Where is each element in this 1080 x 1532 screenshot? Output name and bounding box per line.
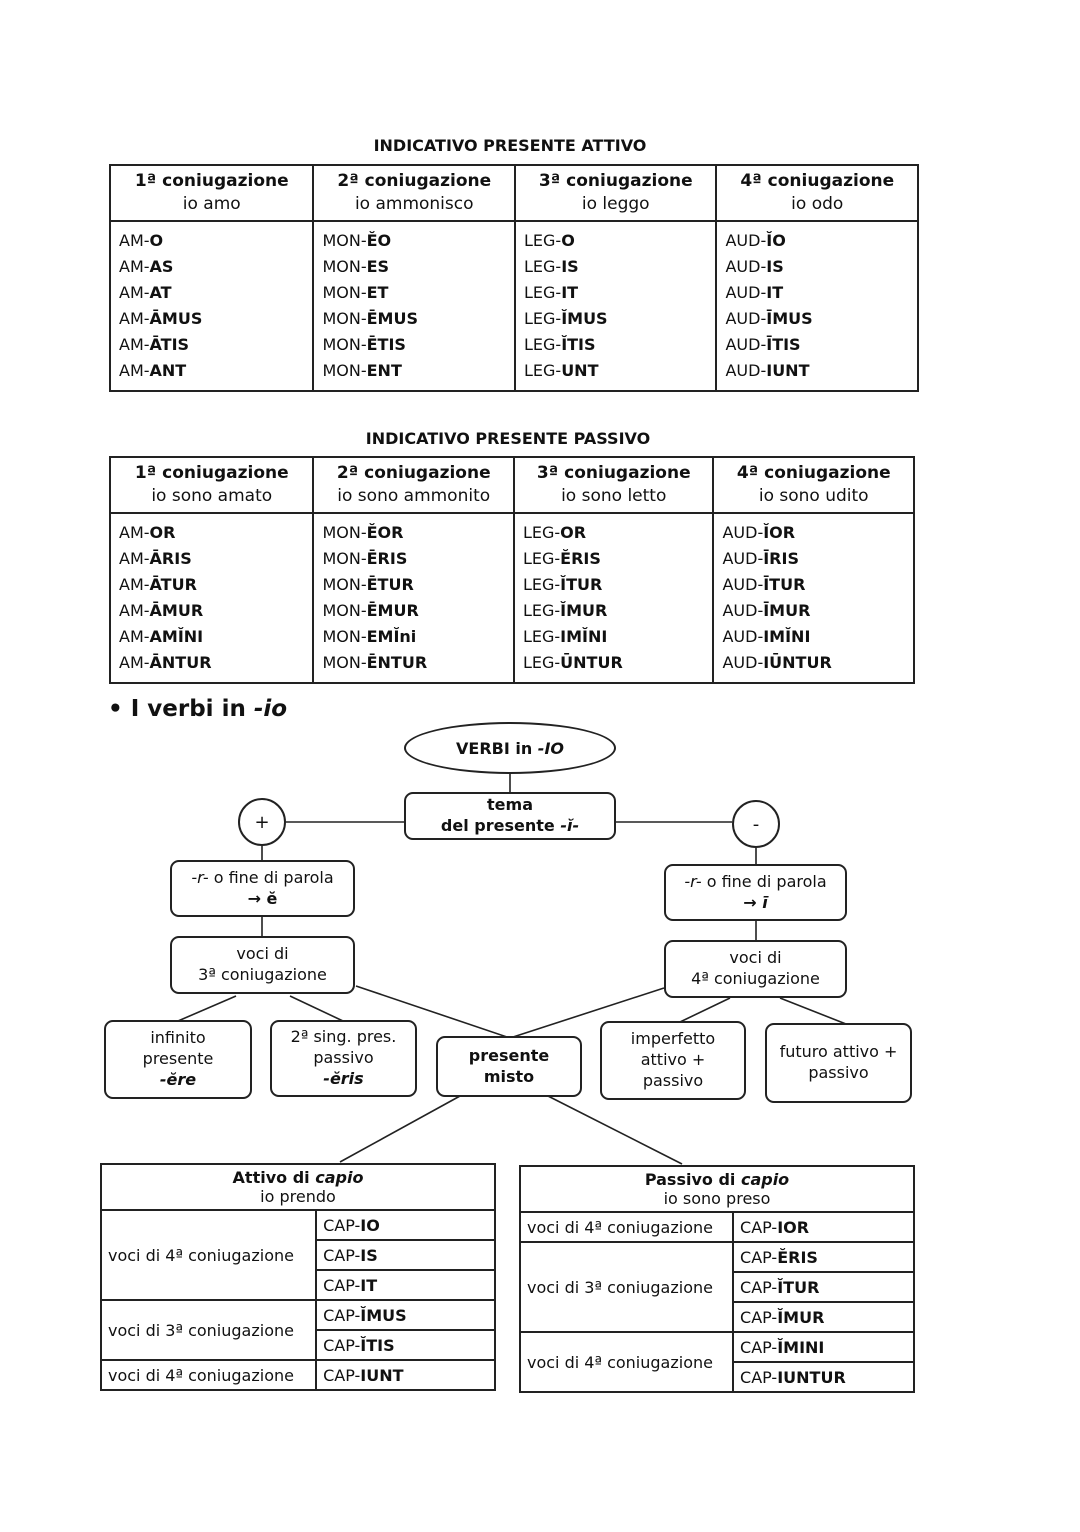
capio-passive-group-2: voci di 3ª coniugazione — [520, 1242, 733, 1332]
fourth-conjugation-voices-node: voci di 4ª coniugazione — [664, 940, 847, 998]
verb-form: MON-ĒTUR — [322, 574, 414, 594]
verb-form: AUD-IMĬNI — [722, 626, 811, 646]
capio-active-group-1: voci di 4ª coniugazione — [101, 1210, 316, 1300]
connector-voices4-futuro — [780, 998, 846, 1024]
mixed-present-node: presente misto — [436, 1036, 582, 1097]
verb-form: LEG-OR — [522, 522, 587, 542]
connector-voices3-infinito — [178, 996, 236, 1021]
verb-form: LEG-IMĬNI — [522, 626, 608, 646]
verb-form: MON-EMĬni — [322, 626, 417, 646]
verb-form: MON-ĒRIS — [322, 548, 408, 568]
verb-form: AUD-ĪTIS — [725, 334, 801, 354]
verb-form: AM-ĀRIS — [119, 548, 192, 568]
verb-form: CAP-ĬMUR — [733, 1302, 914, 1332]
verb-form: AM-AMĬNI — [119, 626, 204, 646]
second-singular-passive-node: 2ª sing. pres. passivo -ĕris — [270, 1020, 417, 1097]
verb-form: AM-ĀMUR — [119, 600, 204, 620]
verb-form: CAP-ĬTIS — [316, 1330, 495, 1360]
verb-form: AUD-ĬO — [725, 230, 786, 250]
verb-form: MON-ĒTIS — [322, 334, 406, 354]
verb-form: LEG-ĬMUR — [522, 600, 608, 620]
verb-form: AM-AT — [119, 282, 172, 302]
verb-form: LEG-ĬMUS — [523, 308, 608, 328]
capio-passive-group-3: voci di 4ª coniugazione — [520, 1332, 733, 1392]
connector-voices4-imperfetto — [680, 998, 730, 1022]
verb-form: MON-ET — [322, 282, 389, 302]
verb-form: AUD-ĪMUS — [725, 308, 813, 328]
verb-form: MON-ES — [322, 256, 390, 276]
verb-form: AUD-IT — [725, 282, 784, 302]
left-condition-node: -r- o fine di parola → ĕ — [170, 860, 355, 917]
imperfect-node: imperfetto attivo + passivo — [600, 1021, 746, 1100]
third-conjugation-voices-node: voci di 3ª coniugazione — [170, 936, 355, 994]
verb-form: MON-ĔOR — [322, 522, 404, 542]
verb-form: CAP-ĬMINI — [733, 1332, 914, 1362]
verb-form: MON-ĒMUS — [322, 308, 418, 328]
verb-form: MON-ĒNTUR — [322, 652, 428, 672]
verb-form: LEG-ĬTUR — [522, 574, 603, 594]
verb-form: CAP-IOR — [733, 1212, 914, 1242]
verb-form: AM-ĀTIS — [119, 334, 190, 354]
verb-form: CAP-ĬMUS — [316, 1300, 495, 1330]
section-title: • I verbi in -io — [108, 696, 288, 722]
minus-node: - — [732, 800, 780, 848]
verb-form: LEG-ĬTIS — [523, 334, 596, 354]
verb-form: CAP-IT — [316, 1270, 495, 1300]
verb-form: AM-ĀTUR — [119, 574, 197, 594]
verb-form: CAP-ĬTUR — [733, 1272, 914, 1302]
active-col-2-header: 2ª coniugazione io ammonisco — [313, 165, 515, 221]
future-node: futuro attivo + passivo — [765, 1023, 912, 1103]
verbs-io-root-node: VERBI in -IO — [404, 722, 616, 774]
passive-col-3-header: 3ª coniugazione io sono letto — [514, 457, 714, 513]
capio-passive-table — [519, 1165, 915, 1393]
verb-form: AUD-IUNT — [725, 360, 810, 380]
present-theme-node: tema del presente -ĭ- — [404, 792, 616, 840]
verb-form: MON-ĔO — [322, 230, 392, 250]
verb-form: CAP-IUNT — [316, 1360, 495, 1390]
verb-form: LEG-ĔRIS — [522, 548, 601, 568]
passive-col-1-header: 1ª coniugazione io sono amato — [110, 457, 313, 513]
connector-misto-active — [340, 1096, 460, 1162]
infinitive-node: infinito presente -ĕre — [104, 1020, 252, 1099]
verb-form: CAP-IUNTUR — [733, 1362, 914, 1392]
passive-col-2-header: 2ª coniugazione io sono ammonito — [313, 457, 514, 513]
right-condition-node: -r- o fine di parola → ī — [664, 864, 847, 921]
capio-active-group-3: voci di 4ª coniugazione — [101, 1360, 316, 1390]
capio-active-group-2: voci di 3ª coniugazione — [101, 1300, 316, 1360]
verb-form: MON-ENT — [322, 360, 402, 380]
verb-form: AUD-IS — [725, 256, 784, 276]
verb-form: CAP-ĔRIS — [733, 1242, 914, 1272]
connector-voices3-sing — [290, 996, 343, 1021]
verb-form: LEG-ŪNTUR — [522, 652, 623, 672]
verb-form: LEG-IS — [523, 256, 579, 276]
verb-form: LEG-IT — [523, 282, 579, 302]
verb-form: AM-ĀMUS — [119, 308, 203, 328]
verb-form: AM-ĀNTUR — [119, 652, 212, 672]
capio-active-header: Attivo di capio io prendo — [101, 1164, 495, 1210]
capio-active-table — [100, 1163, 496, 1391]
verb-form: AM-O — [119, 230, 164, 250]
plus-node: + — [238, 798, 286, 846]
verb-form: AM-ANT — [119, 360, 187, 380]
verb-form: AUD-ĪRIS — [722, 548, 799, 568]
verb-form: LEG-O — [523, 230, 575, 250]
active-table-title: INDICATIVO PRESENTE ATTIVO — [373, 136, 647, 155]
verb-form: MON-ĒMUR — [322, 600, 419, 620]
active-col-3-header: 3ª coniugazione io leggo — [515, 165, 717, 221]
passive-col-4-header: 4ª coniugazione io sono udito — [713, 457, 914, 513]
active-col-1-header: 1ª coniugazione io amo — [110, 165, 313, 221]
connector-misto-passive — [548, 1096, 682, 1164]
active-col-4-header: 4ª coniugazione io odo — [716, 165, 918, 221]
verb-form: CAP-IS — [316, 1240, 495, 1270]
capio-passive-header: Passivo di capio io sono preso — [520, 1166, 914, 1212]
verb-form: AUD-ĪTUR — [722, 574, 806, 594]
verb-form: CAP-IO — [316, 1210, 495, 1240]
verb-form: AM-OR — [119, 522, 176, 542]
verb-form: AUD-IŪNTUR — [722, 652, 832, 672]
passive-table-title: INDICATIVO PRESENTE PASSIVO — [365, 429, 651, 448]
verb-form: AM-AS — [119, 256, 174, 276]
verb-form: AUD-ĬOR — [722, 522, 796, 542]
capio-passive-group-1: voci di 4ª coniugazione — [520, 1212, 733, 1242]
verb-form: AUD-ĪMUR — [722, 600, 811, 620]
verb-form: LEG-UNT — [523, 360, 599, 380]
